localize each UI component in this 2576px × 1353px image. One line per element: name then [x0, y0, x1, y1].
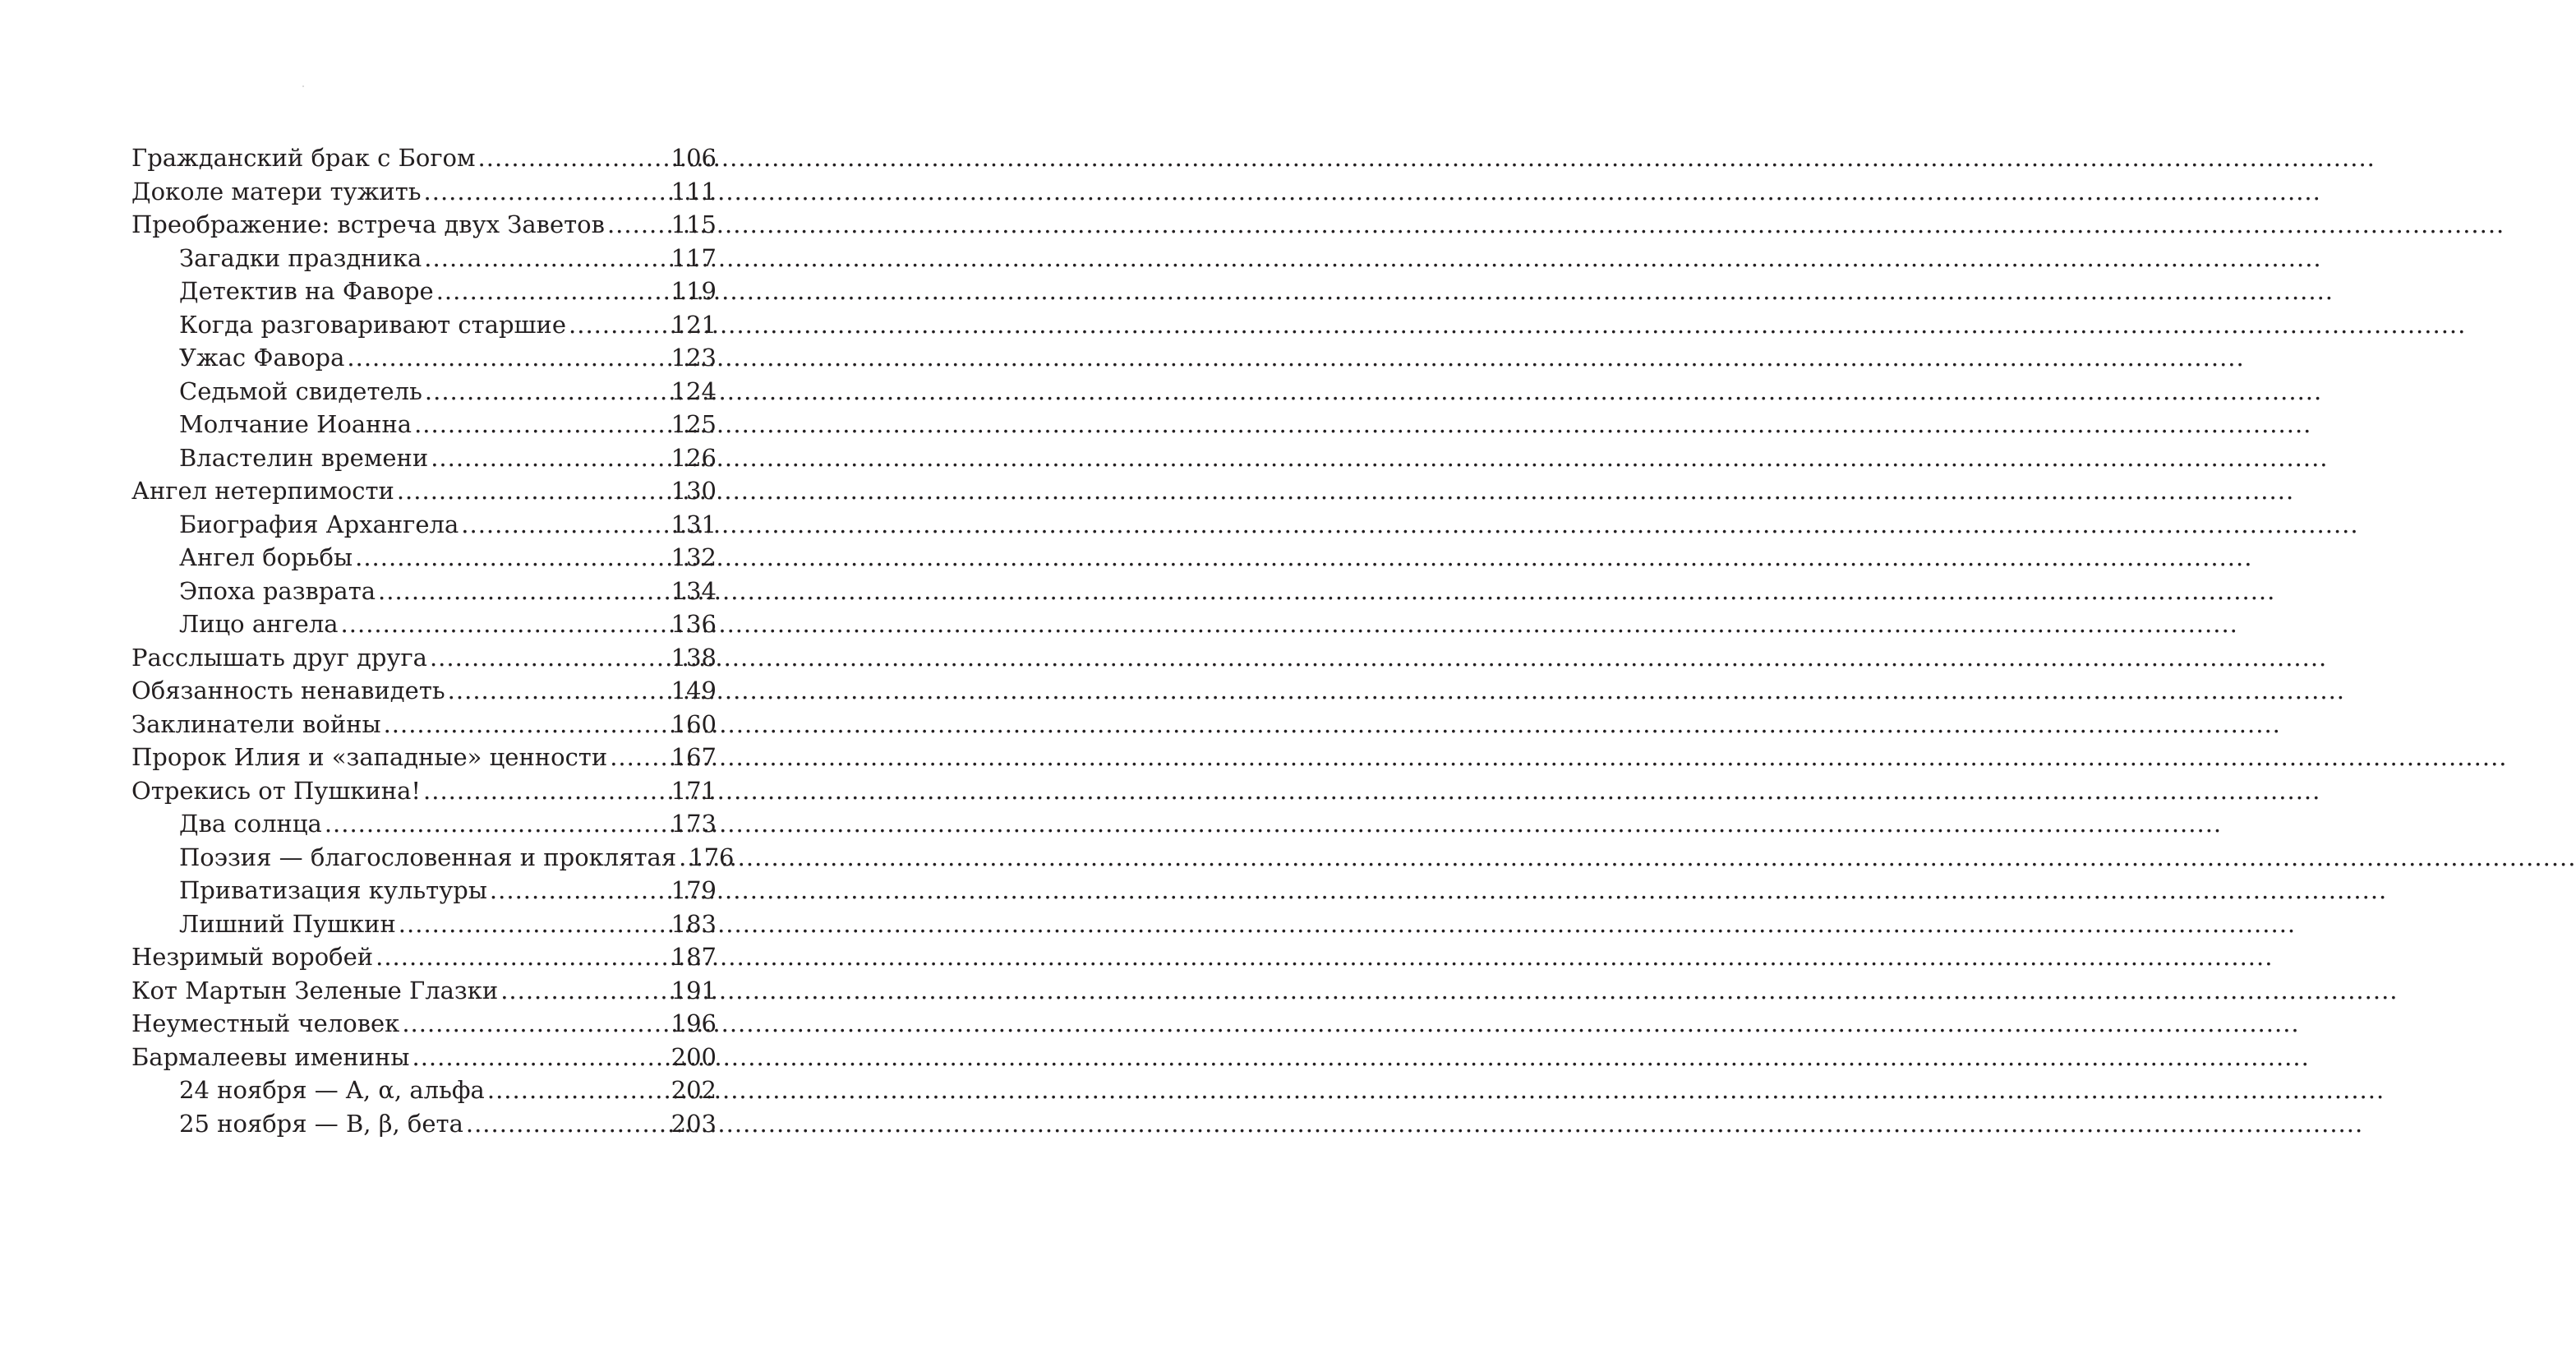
- toc-page-number: 131: [670, 510, 717, 538]
- toc-entry: [131, 474, 717, 508]
- toc-entry-title: Доколе матери тужить: [131, 177, 422, 205]
- toc-entry-title: Биография Архангела: [179, 510, 459, 538]
- toc-page-number: 121: [670, 310, 717, 339]
- toc-dot-leader: [569, 308, 670, 342]
- toc-dot-leader: [341, 607, 670, 641]
- toc-page-number: 123: [670, 344, 717, 372]
- toc-entry-title: Пророк Илия и «западные» ценности: [131, 743, 608, 771]
- toc-page-number: 119: [670, 277, 717, 305]
- toc-dot-leader: [430, 641, 670, 675]
- toc-page-number: 111: [670, 177, 717, 205]
- toc-dot-leader: [461, 508, 669, 542]
- toc-dot-leader: [399, 907, 670, 941]
- toc-dot-leader: [478, 141, 670, 175]
- toc-subentry: [131, 441, 717, 475]
- toc-entry-title: Два солнца: [179, 810, 322, 838]
- toc-dot-leader: [402, 1007, 669, 1041]
- toc-page-number: 160: [670, 709, 717, 738]
- toc-entry: [131, 774, 717, 808]
- toc-entry-title: Властелин времени: [179, 443, 429, 472]
- toc-page-number: 191: [670, 976, 717, 1004]
- toc-dot-leader: [412, 1041, 670, 1074]
- toc-page-number: 136: [670, 610, 717, 638]
- toc-entry-title: Заклинатели войны: [131, 709, 381, 738]
- toc-entry: [131, 175, 717, 209]
- toc-subentry: [131, 1107, 717, 1141]
- toc-entry: [131, 208, 717, 242]
- toc-subentry: [131, 242, 717, 275]
- toc-dot-leader: [425, 375, 670, 409]
- toc-page-number: 203: [670, 1109, 717, 1138]
- toc-subentry: [131, 607, 717, 641]
- toc-page-number: 200: [670, 1042, 717, 1071]
- toc-subentry: [131, 341, 717, 375]
- toc-page-number: 124: [670, 376, 717, 405]
- toc-dot-leader: [414, 408, 670, 441]
- toc-entry-title: 25 ноября — B, β, бета: [179, 1109, 463, 1138]
- toc-dot-leader: [347, 341, 669, 375]
- toc-page-number: 106: [670, 144, 717, 172]
- toc-dot-leader: [325, 807, 670, 841]
- toc-dot-leader: [607, 208, 670, 242]
- toc-page-number: 134: [670, 576, 717, 605]
- toc-entry-title: Загадки праздника: [179, 243, 422, 272]
- paper-speck: [302, 85, 304, 87]
- toc-entry: [131, 1007, 717, 1041]
- toc-entry: [131, 741, 717, 774]
- toc-dot-leader: [384, 708, 670, 741]
- toc-dot-leader: [490, 874, 670, 907]
- toc-entry: [131, 708, 717, 741]
- toc-page-number: 130: [670, 477, 717, 505]
- toc-entry: [131, 974, 717, 1008]
- toc-subentry: [131, 541, 717, 575]
- toc-page-number: 173: [670, 810, 717, 838]
- toc-page-number: 125: [670, 410, 717, 438]
- toc-dot-leader: [424, 175, 670, 209]
- toc-page-number: 117: [670, 243, 717, 272]
- toc-entry: [131, 1041, 717, 1074]
- toc-subentry: [131, 807, 717, 841]
- toc-entry: [131, 641, 717, 675]
- toc-dot-leader: [500, 974, 669, 1008]
- toc-page-number: 167: [670, 743, 717, 771]
- toc-dot-leader: [397, 474, 670, 508]
- toc-entry-title: Ангел борьбы: [179, 543, 353, 571]
- toc-entry-title: Бармалеевы именины: [131, 1042, 410, 1071]
- toc-dot-leader: [466, 1107, 670, 1141]
- toc-entry-title: Детектив на Фаворе: [179, 277, 434, 305]
- table-of-contents: [131, 141, 735, 1140]
- toc-dot-leader: [431, 441, 669, 475]
- toc-page-number: 196: [670, 1009, 717, 1037]
- toc-page-number: 179: [670, 876, 717, 904]
- toc-dot-leader: [355, 541, 670, 575]
- toc-entry-title: Приватизация культуры: [179, 876, 487, 904]
- toc-entry-title: Лишний Пушкин: [179, 909, 396, 938]
- book-page: [0, 0, 822, 1353]
- toc-entry-title: 24 ноября — A, α, альфа: [179, 1076, 485, 1104]
- toc-entry: [131, 674, 717, 708]
- toc-entry-title: Незримый воробей: [131, 943, 374, 971]
- toc-entry-title: Эпоха разврата: [179, 576, 376, 605]
- toc-entry-title: Обязанность ненавидеть: [131, 676, 445, 704]
- toc-subentry: [131, 275, 717, 308]
- toc-entry: [131, 141, 717, 175]
- toc-entry-title: Гражданский брак с Богом: [131, 144, 476, 172]
- toc-dot-leader: [376, 940, 670, 974]
- toc-subentry: [131, 508, 717, 542]
- toc-dot-leader: [378, 575, 670, 608]
- toc-dot-leader: [436, 275, 670, 308]
- toc-entry-title: Отрекись от Пушкина!: [131, 776, 422, 805]
- toc-page-number: 126: [670, 443, 717, 472]
- toc-entry-title: Преображение: встреча двух Заветов: [131, 210, 605, 238]
- toc-dot-leader: [424, 242, 669, 275]
- toc-entry-title: Лицо ангела: [179, 610, 339, 638]
- toc-subentry: [131, 907, 717, 941]
- toc-entry-title: Поэзия — благословенная и проклятая: [179, 843, 677, 871]
- toc-subentry: [131, 841, 735, 875]
- toc-entry-title: Ужас Фавора: [179, 344, 345, 372]
- toc-dot-leader: [610, 741, 669, 774]
- toc-entry-title: Когда разговаривают старшие: [179, 310, 567, 339]
- toc-page-number: 183: [670, 909, 717, 938]
- toc-dot-leader: [679, 841, 687, 875]
- toc-entry-title: Неуместный человек: [131, 1009, 400, 1037]
- toc-dot-leader: [448, 674, 670, 708]
- toc-page-number: 187: [670, 943, 717, 971]
- toc-dot-leader: [487, 1074, 670, 1107]
- toc-subentry: [131, 1074, 717, 1107]
- toc-page-number: 202: [670, 1076, 717, 1104]
- toc-entry: [131, 940, 717, 974]
- toc-page-number: 149: [670, 676, 717, 704]
- toc-page-number: 132: [670, 543, 717, 571]
- toc-page-number: 138: [670, 643, 717, 672]
- toc-page-number: 171: [670, 776, 717, 805]
- toc-page-number: 176: [689, 843, 735, 871]
- toc-entry-title: Расслышать друг друга: [131, 643, 427, 672]
- toc-entry-title: Седьмой свидетель: [179, 376, 422, 405]
- toc-subentry: [131, 874, 717, 907]
- toc-page-number: 115: [670, 210, 717, 238]
- toc-subentry: [131, 375, 717, 409]
- toc-entry-title: Кот Мартын Зеленые Глазки: [131, 976, 499, 1004]
- toc-dot-leader: [423, 774, 670, 808]
- toc-subentry: [131, 575, 717, 608]
- toc-subentry: [131, 308, 717, 342]
- toc-entry-title: Ангел нетерпимости: [131, 477, 394, 505]
- toc-entry-title: Молчание Иоанна: [179, 410, 412, 438]
- toc-subentry: [131, 408, 717, 441]
